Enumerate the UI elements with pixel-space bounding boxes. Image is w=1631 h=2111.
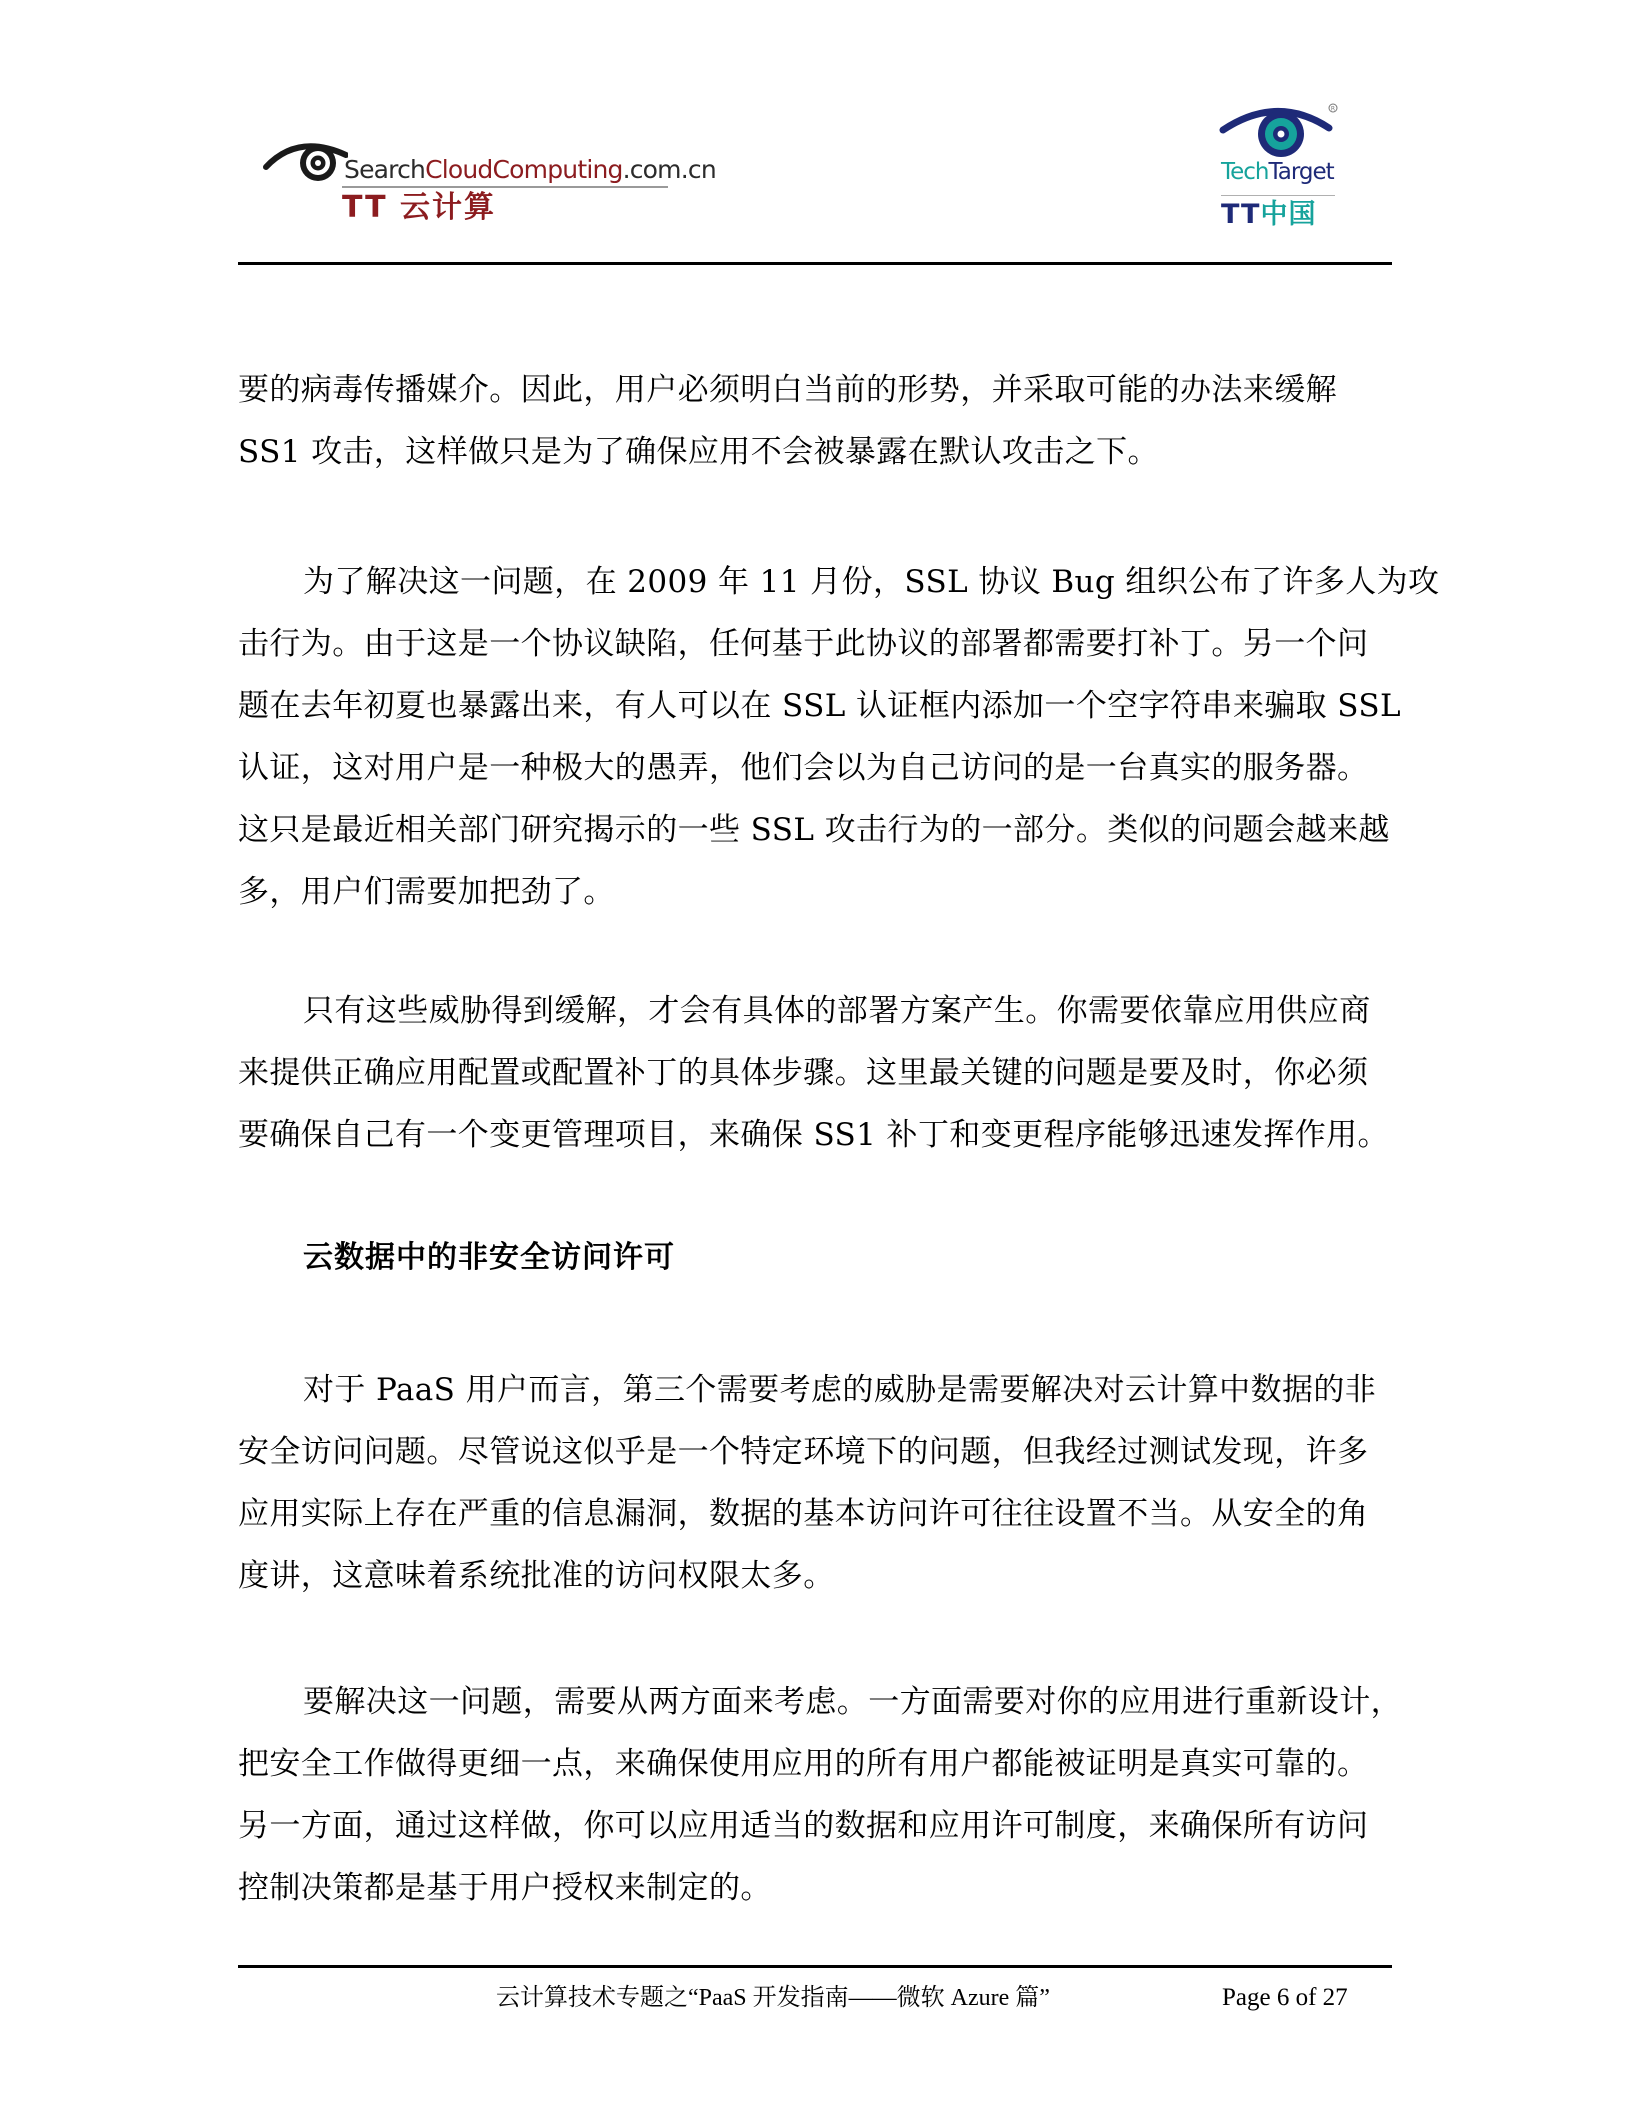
text-line: 认证，这对用户是一种极大的愚弄，他们会以为自己访问的是一台真实的服务器。 — [238, 750, 1369, 786]
techtarget-name-tech: Tech — [1221, 159, 1269, 185]
site-name-search: Search — [344, 155, 426, 184]
tt-china-cn: 中国 — [1260, 199, 1317, 230]
searchcloudcomputing-logo — [258, 125, 716, 235]
tt-china-tt: TT — [1221, 199, 1261, 230]
text-line: 击行为。由于这是一个协议缺陷，任何基于此协议的部署都需要打补丁。另一个问 — [238, 626, 1369, 662]
logo-divider — [342, 186, 668, 188]
site-name-domain: .com.cn — [622, 155, 716, 184]
text-line: 为了解决这一问题，在 2009 年 11 月份，SSL 协议 Bug 组织公布了许多人为攻 — [303, 564, 1440, 600]
text-line: 控制决策都是基于用户授权来制定的。 — [238, 1870, 772, 1906]
logo-divider — [1221, 195, 1335, 196]
text-line: SS1 攻击，这样做只是为了确保应用不会被暴露在默认攻击之下。 — [238, 434, 1159, 470]
techtarget-name-target: Target — [1268, 159, 1334, 185]
text-line: 度讲，这意味着系统批准的访问权限太多。 — [238, 1558, 835, 1594]
tt-china — [1221, 199, 1316, 231]
text-line: 安全访问问题。尽管说这似乎是一个特定环境下的问题，但我经过测试发现，许多 — [238, 1434, 1369, 1470]
section-heading: 云数据中的非安全访问许可 — [303, 1240, 675, 1275]
text-line: 题在去年初夏也暴露出来，有人可以在 SSL 认证框内添加一个空字符串来骗取 SSL — [238, 688, 1401, 724]
text-line: 来提供正确应用配置或配置补丁的具体步骤。这里最关键的问题是要及时，你必须 — [238, 1055, 1369, 1091]
svg-text:R: R — [1330, 105, 1336, 113]
brand-cn: TT 云计算 — [342, 190, 497, 225]
text-line: 多，用户们需要加把劲了。 — [238, 874, 615, 910]
text-line: 另一方面，通过这样做，你可以应用适当的数据和应用许可制度，来确保所有访问 — [238, 1808, 1369, 1844]
text-line: 把安全工作做得更细一点，来确保使用应用的所有用户都能被证明是真实可靠的。 — [238, 1746, 1369, 1782]
text-line: 这只是最近相关部门研究揭示的一些 SSL 攻击行为的一部分。类似的问题会越来越 — [238, 812, 1390, 848]
text-line: 应用实际上存在严重的信息漏洞，数据的基本访问许可往往设置不当。从安全的角 — [238, 1496, 1369, 1532]
eye-icon — [258, 125, 348, 195]
page-number: Page 6 of 27 — [1222, 1984, 1348, 2011]
techtarget-logo — [1215, 100, 1345, 235]
text-line: 对于 PaaS 用户而言，第三个需要考虑的威胁是需要解决对云计算中数据的非 — [303, 1372, 1377, 1408]
footer-rule — [238, 1965, 1392, 1968]
text-line: 要确保自己有一个变更管理项目，来确保 SS1 补丁和变更程序能够迅速发挥作用。 — [238, 1117, 1389, 1153]
techtarget-eye-icon — [1215, 100, 1345, 160]
header-rule — [238, 262, 1392, 265]
text-line: 要的病毒传播媒介。因此，用户必须明白当前的形势，并采取可能的办法来缓解 — [238, 372, 1337, 408]
techtarget-name — [1221, 158, 1334, 186]
text-line: 要解决这一问题，需要从两方面来考虑。一方面需要对你的应用进行重新设计， — [303, 1684, 1402, 1720]
site-name — [344, 155, 716, 185]
footer-title: 云计算技术专题之“PaaS 开发指南——微软 Azure 篇” — [496, 1985, 1050, 2011]
text-line: 只有这些威胁得到缓解，才会有具体的部署方案产生。你需要依靠应用供应商 — [303, 993, 1371, 1029]
site-name-cloudcomputing: CloudComputing — [425, 155, 623, 184]
